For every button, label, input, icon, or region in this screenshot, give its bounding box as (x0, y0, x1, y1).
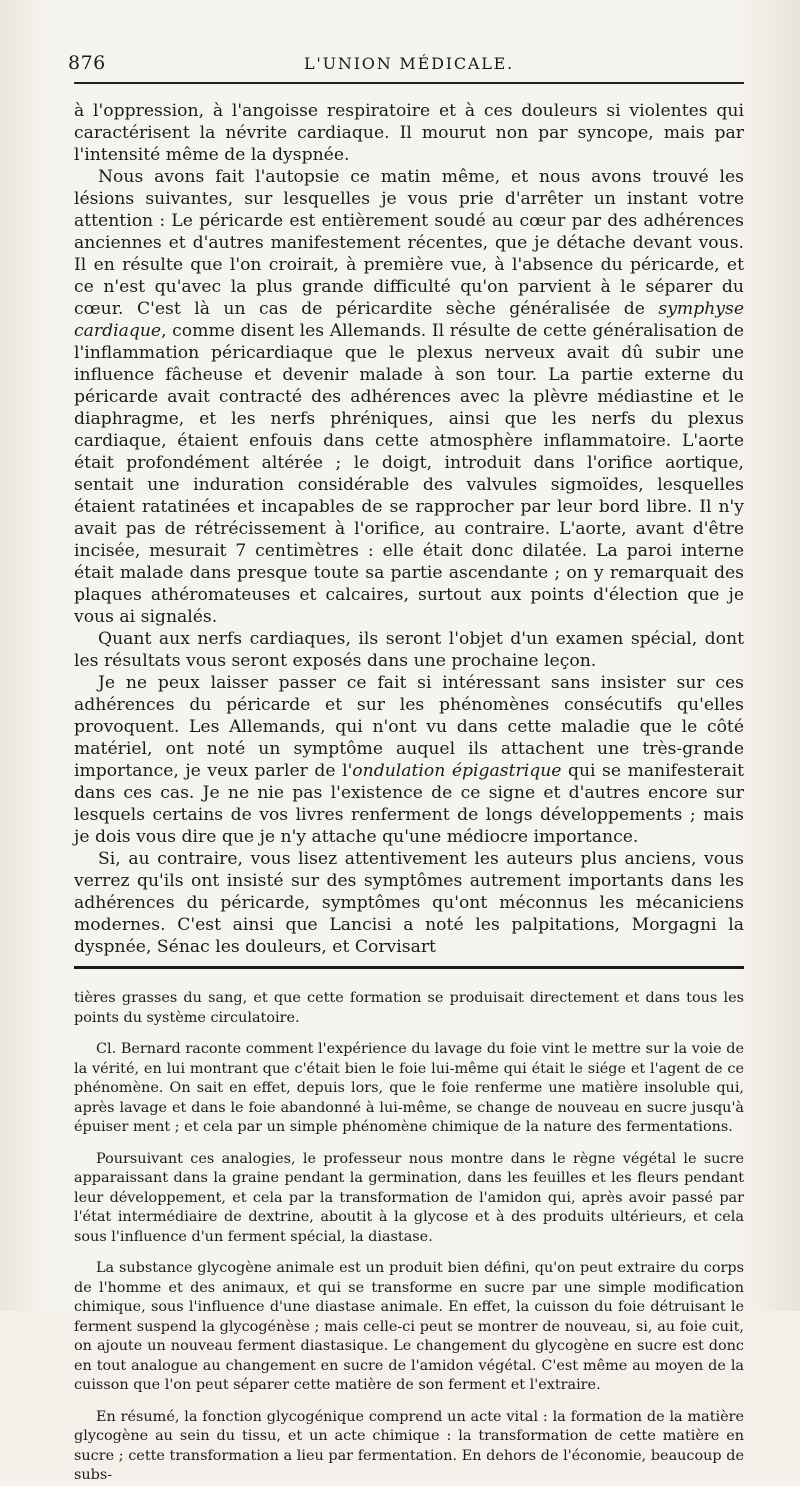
paragraph-4-emphasis: ondulation épigastrique (352, 761, 562, 781)
paragraph-2 (74, 166, 744, 628)
paragraph-3: Quant aux nerfs cardiaques, ils seront l'objet d'un examen spécial, dont les résultats vous seront exposés dans une prochaine leçon. (74, 629, 744, 671)
note-paragraph-3: Poursuivant ces analogies, le professeur nous montre dans le règne végétal le sucre apparaissant dans la graine pendant la germination, dans les feuilles et les fleurs pendant leur développement, et cela par la transformation de l'amidon qui, après avoir passé par l'état intermédiaire de dextrine, aboutit à la glycose et à des produits ultérieurs, et cela sous l'influence d'un ferment spécial, la diastase. (74, 1150, 744, 1245)
paragraph-2-emphasis: symphyse cardiaque (74, 299, 744, 341)
paragraph-2-text-a: Nous avons fait l'autopsie ce matin même, et nous avons trouvé les lésions suivantes, sur lesquelles je vous prie d'arrêter un instant votre attention : Le péricarde est entièrement soudé au cœur par des adhérences anciennes et d'autres manifestement récentes, que je détache devant vous. Il en résulte que l'on croirait, à première vue, à l'absence du péricarde, et ce n'est qu'avec la plus grande difficulté qu'on parvient à le séparer du cœur. C'est là un cas de péricardite sèche généralisée de (74, 167, 744, 319)
footnote-divider (74, 966, 744, 969)
note-paragraph-4: La substance glycogène animale est un produit bien défini, qu'on peut extraire du corps de l'homme et des animaux, et qui se transforme en sucre par une simple modification chimique, sous l'influence d'une diastase animale. En effet, la cuisson du foie détruisant le ferment suspend la glycogénèse ; mais celle-ci peut se montrer de nouveau, si, au foie cuit, on ajoute un nouveau ferment diastasique. Le changement du glycogène en sucre est donc en tout analogue au changement en sucre de l'amidon végétal. C'est même au moyen de la cuisson que l'on peut séparer cette matière de son ferment et l'extraire. (74, 1260, 744, 1393)
note-paragraph-2: Cl. Bernard raconte comment l'expérience du lavage du foie vint le mettre sur la voie de la vérité, en lui montrant que c'était bien le foie lui-même qui était le siége et l'agent de ce phénomène. On sait en effet, depuis lors, que le foie renferme une matière insoluble qui, après lavage et dans le foie abandonné à lui-même, se change de nouveau en sucre jusqu'à épuiser ment ; et cela par un simple phénomène chimique de la nature des fermentations. (74, 1041, 744, 1135)
paragraph-1: à l'oppression, à l'angoisse respiratoire et à ces douleurs si violentes qui caractérisent la névrite cardiaque. Il mourut non par syncope, mais par l'intensité même de la dyspnée. (74, 101, 744, 165)
paragraph-2-text-b: , comme disent les Allemands. Il résulte de cette généralisation de l'inflammation péricardiaque que le plexus nerveux avait dû subir une influence fâcheuse et devenir malade à son tour. La partie externe du péricarde avait contracté des adhérences avec la plèvre médiastine et le diaphragme, et les nerfs phréniques, ainsi que les nerfs du plexus cardiaque, étaient enfouis dans cette atmosphère inflammatoire. L'aorte était profondément altérée ; le doigt, introduit dans l'orifice aortique, sentait une induration considérable des valvules sigmoïdes, lesquelles étaient ratatinées et incapables de se rapprocher par leur bord libre. Il n'y avait pas de rétrécissement à l'orifice, au contraire. L'aorte, avant d'être incisée, mesurait 7 centimètres : elle était donc dilatée. La paroi interne était malade dans presque toute sa partie ascendante ; on y remarquait des plaques athéromateuses et calcaires, surtout aux points d'élection que je vous ai signalés. (74, 321, 744, 627)
note-paragraph-1: tières grasses du sang, et que cette formation se produisait directement et dans tous les points du système circulatoire. (74, 990, 744, 1026)
paragraph-4-text-b: qui se manifesterait dans ces cas. Je ne nie pas l'existence de ce signe et d'autres encore sur lesquels certains de vos livres renferment de longs développements ; mais je dois vous dire que je n'y attache qu'une médiocre importance. (74, 761, 744, 847)
page-number: 876 (68, 52, 106, 74)
note-paragraph-5: En résumé, la fonction glycogénique comprend un acte vital : la formation de la matière glycogène au sein du tissu, et un acte chimique : la transformation de cette matière en sucre ; cette transformation a lieu par fermentation. En dehors de l'économie, beaucoup de subs- (74, 1408, 744, 1483)
paragraph-4 (74, 672, 744, 848)
main-text (74, 100, 744, 958)
paragraph-4-text-a: Je ne peux laisser passer ce fait si intéressant sans insister sur ces adhérences du péricarde et sur les phénomènes consécutifs qu'elles provoquent. Les Allemands, qui n'ont vu dans cette maladie que le côté matériel, ont noté un symptôme auquel ils attachent une très-grande importance, je veux parler de l' (74, 673, 744, 781)
paragraph-5: Si, au contraire, vous lisez attentivement les auteurs plus anciens, vous verrez qu'ils ont insisté sur des symptômes autrement importants dans les adhérences du péricarde, symptômes qu'ont méconnus les mécaniciens modernes. C'est ainsi que Lancisi a noté les palpitations, Morgagni la dyspnée, Sénac les douleurs, et Corvisart (74, 849, 744, 957)
footnotes (74, 989, 744, 1486)
page-header (68, 48, 744, 84)
running-title: L'UNION MÉDICALE. (303, 54, 515, 73)
